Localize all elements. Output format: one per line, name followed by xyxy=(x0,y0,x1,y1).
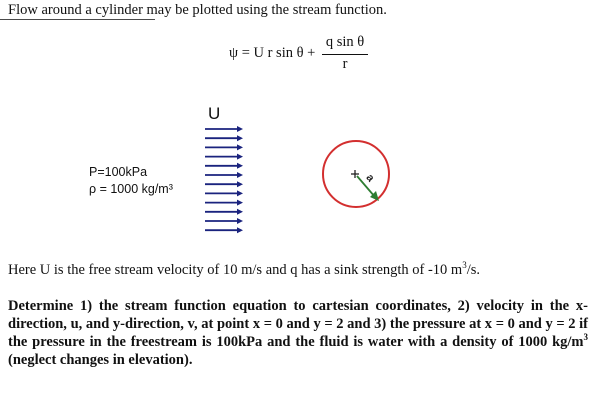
statement-text xyxy=(8,261,480,279)
statement-main: Here U is the free stream velocity of 10 m/s and q has a sink strength of -10 m xyxy=(8,262,463,278)
statement-exponent: 3 xyxy=(462,260,467,271)
fraction-denominator: r xyxy=(342,56,348,72)
flow-arrow-icon xyxy=(205,190,243,196)
equation-lhs: ψ = U r sin θ + xyxy=(229,45,316,61)
flow-arrow-icon xyxy=(205,200,243,206)
freestream-arrows xyxy=(205,126,243,233)
flow-arrow-icon xyxy=(205,163,243,169)
flow-arrow-icon xyxy=(205,154,243,160)
flow-arrow-icon xyxy=(205,218,243,224)
flow-arrow-icon xyxy=(205,181,243,187)
flow-arrow-icon xyxy=(205,209,243,215)
flow-arrow-icon xyxy=(205,126,243,132)
pressure-label: P=100kPa xyxy=(89,165,148,179)
question-main: Determine 1) the stream function equation to cartesian coordinates, 2) velocity in the x-direction, u, and y-direction, v, at point x = 0 and y = 2 and 3) the pressure at x = 0 and y = 2 if the pressure in the freestream is 100kPa and the fluid is water with a density of 1000 kg/m xyxy=(8,298,588,350)
flow-arrow-icon xyxy=(205,144,243,150)
question-text xyxy=(8,297,588,369)
flow-arrow-icon xyxy=(205,227,243,233)
statement-end: /s. xyxy=(466,262,481,278)
flow-arrow-icon xyxy=(205,135,243,141)
radius-label: a xyxy=(363,171,377,185)
flow-arrow-icon xyxy=(205,172,243,178)
intro-text: Flow around a cylinder may be plotted using the stream function. xyxy=(8,2,387,18)
flow-velocity-label: U xyxy=(208,104,221,123)
question-end: (neglect changes in elevation). xyxy=(8,352,193,368)
question-exponent: 3 xyxy=(583,332,588,343)
fraction-numerator: q sin θ xyxy=(325,34,365,50)
density-label: ρ = 1000 kg/m³ xyxy=(89,182,173,196)
